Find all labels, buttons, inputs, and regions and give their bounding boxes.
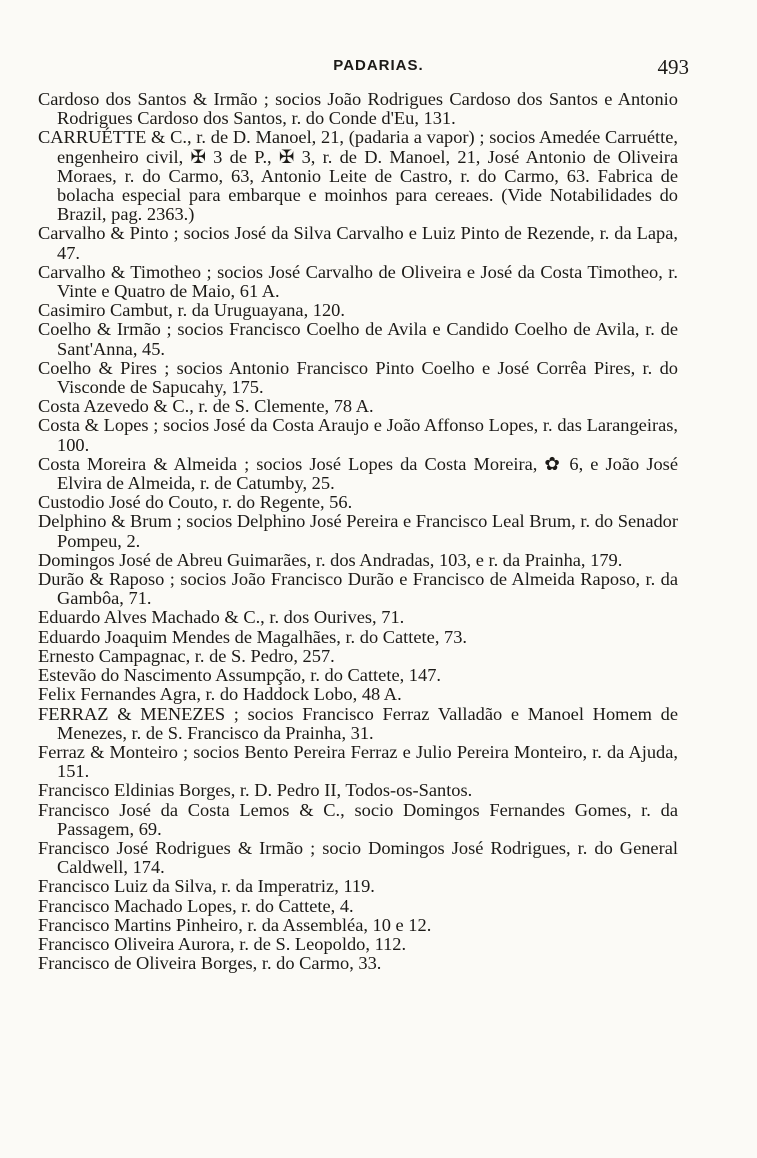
- directory-entry: Francisco Martins Pinheiro, r. da Assembléa, 10 e 12.: [38, 914, 432, 935]
- section-title: PADARIAS.: [333, 57, 424, 74]
- directory-entry: Francisco de Oliveira Borges, r. do Carmo, 33.: [38, 953, 382, 974]
- directory-entries: [38, 90, 678, 973]
- directory-entry: Francisco Eldinias Borges, r. D. Pedro II, Todos-os-Santos.: [38, 780, 473, 801]
- directory-entry: Ernesto Campagnac, r. de S. Pedro, 257.: [38, 645, 335, 666]
- directory-entry: Durão & Raposo ; socios João Francisco Durão e Francisco de Almeida Raposo, r. da Gambôa, 71.: [38, 569, 678, 609]
- page-header: [0, 57, 757, 85]
- directory-entry: FERRAZ & MENEZES ; socios Francisco Ferraz Valladão e Manoel Homem de Menezes, r. de S. Francisco da Prainha, 31.: [38, 703, 678, 743]
- page-number: 493: [657, 55, 689, 79]
- directory-entry: Francisco José Rodrigues & Irmão ; socio Domingos José Rodrigues, r. do General Caldwell, 174.: [38, 837, 678, 878]
- directory-entry: Francisco Luiz da Silva, r. da Imperatriz, 119.: [38, 876, 375, 897]
- directory-entry: Costa & Lopes ; socios José da Costa Araujo e João Affonso Lopes, r. das Larangeiras, 100.: [38, 415, 678, 455]
- directory-entry: Eduardo Joaquim Mendes de Magalhães, r. do Cattete, 73.: [38, 626, 468, 647]
- directory-entry: Costa Azevedo & C., r. de S. Clemente, 78 A.: [38, 396, 374, 417]
- directory-entry: Carvalho & Timotheo ; socios José Carvalho de Oliveira e José da Costa Timotheo, r. Vinte e Quatro de Maio, 61 A.: [38, 261, 678, 302]
- directory-entry: Carvalho & Pinto ; socios José da Silva Carvalho e Luiz Pinto de Rezende, r. da Lapa, 47.: [38, 223, 678, 263]
- directory-entry: Cardoso dos Santos & Irmão ; socios João Rodrigues Cardoso dos Santos e Antonio Rodrigues Cardoso dos Santos, r. do Conde d'Eu, 131.: [38, 89, 678, 129]
- directory-entry: Casimiro Cambut, r. da Uruguayana, 120.: [38, 300, 345, 321]
- directory-entry: CARRUÉTTE & C., r. de D. Manoel, 21, (padaria a vapor) ; socios Amedée Carruétte, engenheiro civil, ✠ 3 de P., ✠ 3, r. de D. Manoel, 21, José Antonio de Oliveira Moraes, r. do Carmo, 63, Antonio Leite de Castro, r. do Carmo, 63. Fabrica de bolacha especial para embarque e moinhos para cereaes. (Vide Notabilidades do Brazil, pag. 2363.): [38, 127, 678, 225]
- directory-entry: Custodio José do Couto, r. do Regente, 56.: [38, 492, 353, 513]
- directory-entry: Francisco Oliveira Aurora, r. de S. Leopoldo, 112.: [38, 933, 407, 954]
- directory-entry: Costa Moreira & Almeida ; socios José Lopes da Costa Moreira, ✿ 6, e João José Elvira de Almeida, r. de Catumby, 25.: [38, 453, 678, 494]
- directory-entry: Delphino & Brum ; socios Delphino José Pereira e Francisco Leal Brum, r. do Senador Pompeu, 2.: [38, 511, 678, 551]
- directory-entry: Francisco Machado Lopes, r. do Cattete, 4.: [38, 895, 354, 916]
- directory-entry: Ferraz & Monteiro ; socios Bento Pereira Ferraz e Julio Pereira Monteiro, r. da Ajuda, 151.: [38, 741, 678, 782]
- directory-entry: Coelho & Pires ; socios Antonio Francisco Pinto Coelho e José Corrêa Pires, r. do Visconde de Sapucahy, 175.: [38, 357, 678, 398]
- directory-entry: Estevão do Nascimento Assumpção, r. do Cattete, 147.: [38, 665, 441, 686]
- directory-entry: Francisco José da Costa Lemos & C., socio Domingos Fernandes Gomes, r. da Passagem, 69.: [38, 799, 678, 839]
- directory-entry: Domingos José de Abreu Guimarães, r. dos Andradas, 103, e r. da Prainha, 179.: [38, 549, 623, 570]
- directory-entry: Eduardo Alves Machado & C., r. dos Ourives, 71.: [38, 607, 405, 628]
- directory-entry: Felix Fernandes Agra, r. do Haddock Lobo, 48 A.: [38, 684, 402, 705]
- directory-entry: Coelho & Irmão ; socios Francisco Coelho de Avila e Candido Coelho de Avila, r. de Sant'Anna, 45.: [38, 319, 678, 359]
